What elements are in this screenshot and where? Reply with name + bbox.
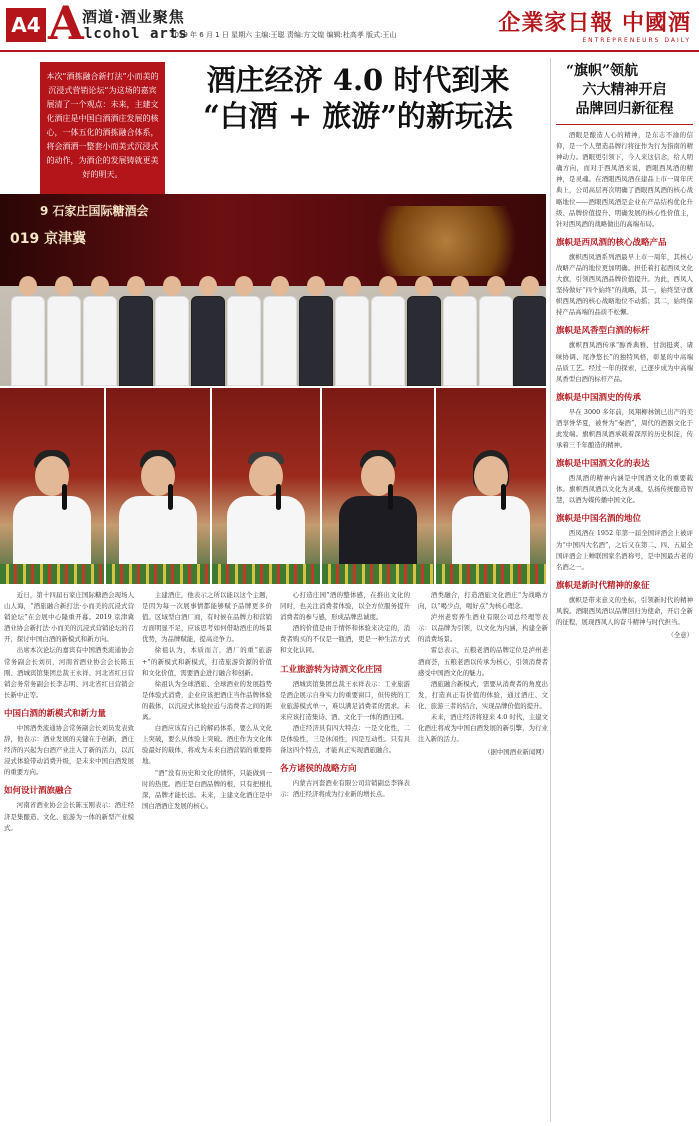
paragraph: 主建酒庄，他表示之所以能以这个主题，是因为每一次展事情都能够赋予品牌更多价值。区域型白酒厂商，有时候在品牌力和营销方面明显不足，应该思考如何借助酒庄的场景优势，为品牌赋能，提高竞争力。	[142, 591, 272, 644]
masthead-logo: 企業家日報 中國酒	[498, 10, 691, 36]
paragraph: 泸州老窖养生酒业有限公司总经理等表示：以品牌为引领，以文化为内涵，构建全新的消费场景。	[418, 613, 548, 644]
person-figure	[44, 276, 84, 386]
sidebar-paragraph: 旗帜西凤酒系列酒最早上市一周年，其核心战略产品的地位更加明确。担任着打起西凤文化大旗，引领西凤酒品牌价值提升。为此，西凤人坚持做好“四个始终”的战略，其一，始终坚守旗帜西凤酒的核心战略地位不动摇；其二，始终保持产品高端的品质不松懈。	[556, 252, 693, 317]
microphone-icon	[501, 484, 506, 510]
speaker-photo-1	[0, 388, 104, 584]
sidebar-subhead: 旗帜是新时代精神的象征	[556, 580, 650, 591]
microphone-icon	[62, 484, 67, 510]
person-figure	[152, 276, 192, 386]
paragraph: 河南省酒业协会会长陈玉刚表示：酒庄经济是集酿造、文化、旅游为一体的新型产业模式。	[4, 801, 134, 832]
article-headline	[170, 62, 546, 134]
subheading: 如何设计酒旅融合	[4, 786, 73, 797]
body-column-4	[418, 590, 548, 1122]
paragraph: 徐祖认为全球酒旅、全球酒业的发展趋势是体验式消费，企业应该把酒庄当作品牌体验的载体，以沉浸式体验拉近与消费者之间的距离。	[142, 679, 272, 722]
paragraph: 徐祖认为，本质而言，酒厂的重“旅游+”的新模式和新模式，打造旅游资源的价值和文化价值，需要酒企进行融合和创新。	[142, 646, 272, 677]
person-figure	[224, 276, 264, 386]
paragraph: 心打造庄园”酒的整体感，在推出文化的同时，也关注消费者体验，以全方位服务提升消费者的参与感，形成品牌忠诚度。	[280, 591, 410, 622]
paragraph: 酒庄经济具有四大特点：一是文化性，二是体验性，三是休闲性，四是互动性。只有具备这四个特点，才能真正实现酒旅融合。	[280, 723, 410, 755]
sidebar-subhead: 旗帜是中国酒文化的表达	[556, 459, 650, 470]
section-big-letter: A	[48, 0, 84, 50]
paragraph: 酒的价值是由于情怀和体验来决定的，消费者购买的不仅是一瓶酒，更是一种生活方式和文化认同。	[280, 624, 410, 655]
sidebar-article	[556, 62, 693, 1122]
paragraph: 酒旅融合新模式，需要从消费者的角度出发，打造真正有价值的体验，通过酒庄、文化、旅游三者的结合，实现品牌价值的提升。	[418, 679, 548, 710]
column-divider	[550, 58, 551, 1122]
page-number-badge: A4	[6, 8, 46, 42]
backdrop-text-1: 9 石家庄国际糖酒会	[40, 204, 149, 218]
page-header	[0, 0, 699, 52]
group-photo	[0, 194, 546, 386]
paragraph: 中国酒类流通协会常务副会长刘员发表致辞，他表示：酒业发展的关键在于创新，酒庄经济的兴起为白酒产业注入了新的活力，以沉浸式体验带动消费升级，是未来中国白酒发展的重要方向。	[4, 723, 134, 777]
headline-line-1: 酒庄经济 4.0 时代到来	[206, 63, 510, 97]
paragraph: 酒类融合，打造酒旅文化酒庄“为战略方向，以“喝少点，喝好点”为核心理念。	[418, 591, 548, 611]
masthead	[498, 6, 691, 44]
sidebar-paragraph: 旗帜是带来意义的坐标，引领新时代的精神风貌。酒眼西凤酒以品牌回归为使命，开启全新的征程，展现西凤人的奋斗精神与时代担当。	[556, 595, 693, 626]
paragraph: 白酒应该有自己的解码体系，要么从文化上突破，要么从体验上突破。酒庄作为文化体验最好的载体，将成为未来白酒营销的重要阵地。	[142, 724, 272, 766]
sidebar-subhead: 旗帜是风香型白酒的标杆	[556, 326, 650, 337]
sidebar-paragraph: 旗帜西凤酒传承“醇香典雅、甘润挺爽、诸味协调、尾净悠长”的独特风格，彰显的中高端品质工艺。经过一年的探索，已逐步成为中高端凤香型白酒的标杆产品。	[556, 341, 693, 383]
source-note: （据中国酒业新闻网）	[484, 748, 548, 757]
divider	[556, 124, 693, 125]
person-figure	[404, 276, 444, 386]
sidebar-subhead: 旗帜是中国酒史的传承	[556, 392, 642, 403]
microphone-icon	[168, 484, 173, 510]
sidebar-subhead: 旗帜是西凤酒的核心战略产品	[556, 237, 667, 248]
subheading: 各方诸侯的战略方向	[280, 764, 357, 775]
issue-meta: 2019 年 6 月 1 日 星期六 主编:王聪 责编:方文煌 编辑:杜高孝 版式:王山	[170, 31, 397, 39]
sidebar-intro-text: 酒眼是酿造人心的精神，是东志不渝的信仰，是一个人塑造品牌行将征作为行为指南的精神动力。酒眼更引领下，今人来这信念，给人明确方向，而对于西凤酒来说，酒眼西凤酒的精神，是灵魂。在酒眼西凤酒在建品上市一周年庆典上，公司高层再次明确了酒眼西凤酒的核心战略地位——酒眼西凤酒是企业在产品结构优化升级、品牌价值提升、明确发展的核心性价值主，针对西凤酒的战略做出的高端布局。	[556, 131, 693, 228]
sidebar-subhead: 旗帜是中国名酒的地位	[556, 514, 642, 525]
person-figure	[296, 276, 336, 386]
speaker-photo-3	[212, 388, 320, 584]
person-figure	[368, 276, 408, 386]
person-figure	[440, 276, 480, 386]
intro-summary-box: 本次“酒拣融合新打法”小而美的沉浸式营销论坛“为这场的嘉宾展清了一个观点：未来，主建文化酒庄是中国白酒酒庄发展的核心，一体五化的酒拣融合体系，将会酒洒一整套小而美式沉浸式的动作，为酒企的发展铸就更美好的明天。	[40, 62, 165, 194]
subheading: 中国白酒的新模式和新力量	[4, 708, 107, 719]
person-figure	[188, 276, 228, 386]
group-of-people	[0, 258, 546, 386]
person-figure	[260, 276, 300, 386]
sidebar-paragraph: 西凤酒在 1952 年第一届全国评酒会上被评为“中国四大名酒”，之后又在第二、四、五届全国评酒会上蝉联国家名酒称号，是中国最古老的名酒之一。	[556, 529, 693, 571]
section-title: 酒道·酒业聚焦	[82, 8, 185, 26]
body-column-3	[280, 590, 410, 1122]
person-figure	[8, 276, 48, 386]
sidebar-paragraph: 西凤酒的精神内涵是中国酒文化的重要载体。旗帜西凤酒以文化为灵魂，弘扬传统酿造智慧，以酒为媒传播中国文化。	[556, 474, 693, 505]
speaker-photo-5	[436, 388, 546, 584]
sidebar-title-line-3: 品牌回归新征程	[575, 101, 674, 117]
paragraph: 内蒙古河套酒业有限公司营销副总李锋表示：酒庄经济将成为行业新的增长点。	[280, 779, 410, 799]
subheading: 工业旅游转为诗酒文化庄园	[280, 664, 383, 675]
speaker-photo-4	[322, 388, 434, 584]
headline-line-2: “白酒 + 旅游”的新玩法	[203, 99, 513, 133]
paragraph: 未来，酒庄经济将迎来 4.0 时代，主建文化酒庄将成为中国白酒发展的新引擎，为行业注入新的活力。	[418, 713, 548, 744]
body-column-1	[4, 590, 134, 1122]
microphone-icon	[276, 484, 281, 510]
sidebar-title-line-2: 六大精神开启	[582, 82, 667, 98]
microphone-icon	[388, 484, 393, 510]
person-figure	[510, 276, 546, 386]
sidebar-byline: （全意）	[667, 631, 693, 640]
backdrop-text-2: 019 京津冀	[10, 231, 87, 247]
person-figure	[116, 276, 156, 386]
person-figure	[80, 276, 120, 386]
speaker-photo-2	[106, 388, 210, 584]
sidebar-paragraph: 早在 3000 多年前，凤翔柳林镇已出产的美酒享誉华夏，被誉为“秦酒”，周代的酒器文化于此发端。旗帜西凤酒承载着深厚的历史积淀，传承着三千年酿造的精神。	[556, 407, 693, 450]
body-column-2	[142, 590, 272, 1122]
paragraph: 雷总表示，五粮老酒的品牌定位是泸州老酒商荟，五粮老酒以传承为核心，引领消费者感受中国酒文化的魅力。	[418, 646, 548, 677]
sidebar-title-line-1: “旗帜”领航	[566, 63, 639, 79]
person-figure	[332, 276, 372, 386]
section-title-en: lcohol arts	[84, 26, 188, 42]
paragraph: 出席本次论坛的嘉宾有中国酒类流通协会常务副会长刘员，河南省酒业协会会长陈玉刚、酒城宾馆集团总裁王永祥、河北省红日营销会务常务副会长李志明、河北省红日营销会长新中正等。	[4, 646, 134, 699]
paragraph: 近日，第十四届石家庄国际糖酒会现场人山人海，“酒旅融合新打法·小而美的沉浸式营销论坛”在会展中心隆重开幕。2019 京津冀酒业协会新打法·小而美的沉浸式营销论坛的召开，探讨中国白酒的新模式和新方向。	[4, 591, 134, 644]
masthead-en: ENTREPRENEURS DAILY	[582, 37, 691, 44]
paragraph: “酒”没有历史和文化的情怀，只能做到一时的热度。酒庄是白酒品牌的根，只有把根扎深，品牌才能长远。未来，主建文化酒庄是中国白酒酒庄发展的核心。	[142, 768, 272, 810]
paragraph: 酒城宾馆集团总裁王永祥表示：工业旅游是酒企展示自身实力的重要窗口，但传统的工业旅游模式单一，难以满足消费者的需求。未来应该打造集诗、酒、文化于一体的酒庄园。	[280, 679, 410, 721]
